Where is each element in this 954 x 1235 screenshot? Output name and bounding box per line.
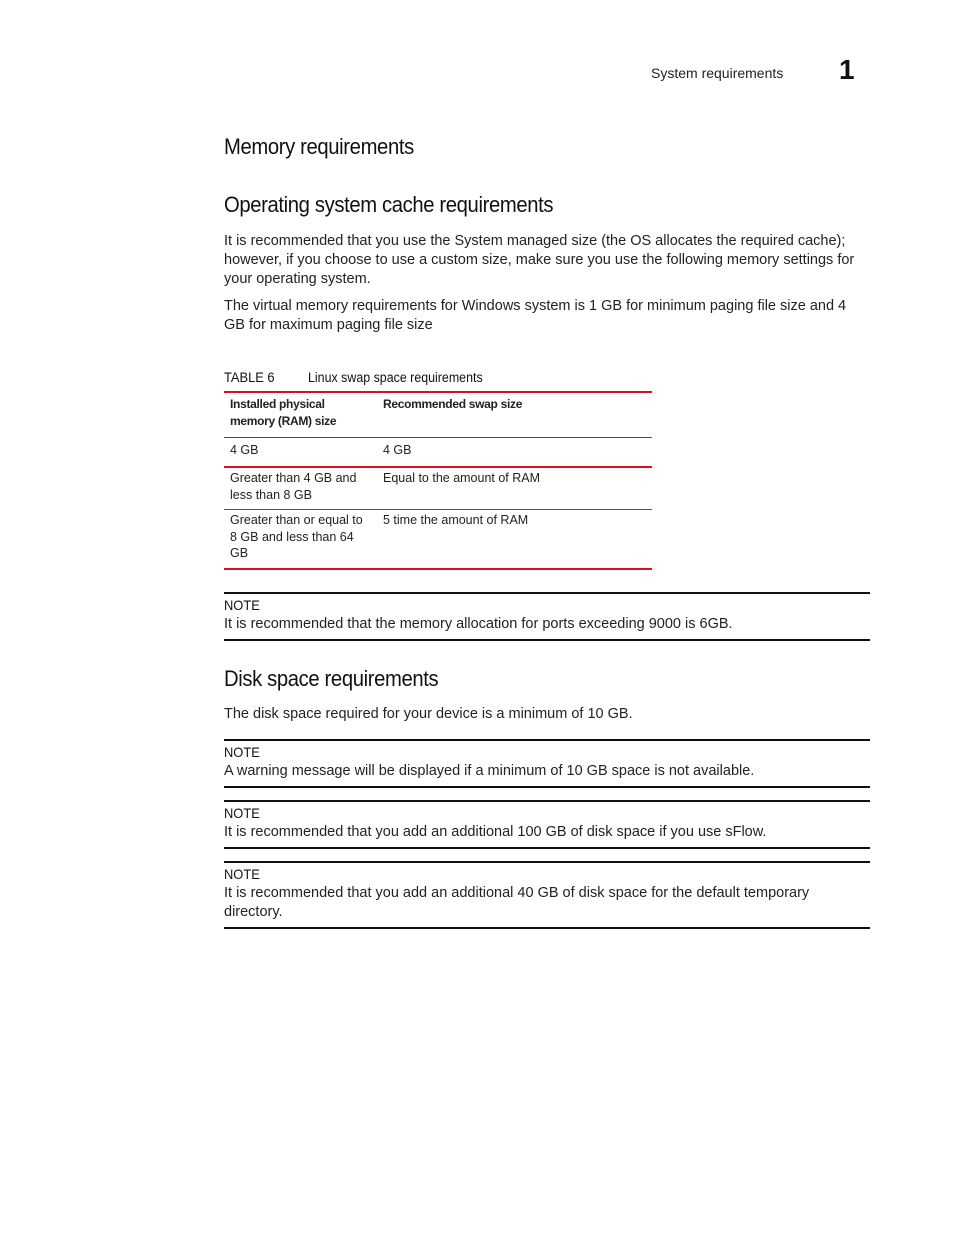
- table-row: [224, 467, 652, 510]
- table-header-ram-size: Installed physical memory (RAM) size: [230, 397, 337, 428]
- table-header-row: [224, 392, 652, 438]
- table-caption: [224, 369, 498, 385]
- note-sflow-disk-space: [224, 800, 870, 849]
- chapter-number: 1: [839, 54, 855, 85]
- running-header-title: System requirements: [651, 65, 784, 81]
- disk-space-paragraph: The disk space required for your device is a minimum of 10 GB.: [224, 706, 633, 722]
- heading-os-cache-requirements: Operating system cache requirements: [224, 192, 554, 217]
- table-cell: 4 GB: [230, 443, 259, 457]
- note-text: It is recommended that you add an additional 40 GB of disk space for the default temporary directory.: [224, 885, 810, 920]
- heading-memory-requirements: Memory requirements: [224, 134, 414, 159]
- note-memory-allocation: [224, 592, 870, 641]
- os-cache-paragraph-2: The virtual memory requirements for Windows system is 1 GB for minimum paging file size and 4 GB for maximum paging file size: [224, 298, 847, 333]
- swap-space-table: [224, 391, 652, 570]
- table-cell: 4 GB: [383, 443, 412, 457]
- note-warning-message: [224, 739, 870, 788]
- note-text: It is recommended that the memory allocation for ports exceeding 9000 is 6GB.: [224, 616, 733, 632]
- note-text: It is recommended that you add an additional 100 GB of disk space if you use sFlow.: [224, 824, 767, 840]
- table-cell: Equal to the amount of RAM: [383, 471, 541, 485]
- page-header: [0, 54, 954, 88]
- heading-disk-space-requirements: Disk space requirements: [224, 666, 439, 691]
- note-label: NOTE: [224, 805, 260, 821]
- note-label: NOTE: [224, 597, 260, 613]
- note-label: NOTE: [224, 866, 260, 882]
- table-title: Linux swap space requirements: [308, 370, 483, 385]
- table-row: [224, 438, 652, 468]
- table-cell: Greater than or equal to 8 GB and less than 64 GB: [230, 513, 363, 560]
- note-text: A warning message will be displayed if a minimum of 10 GB space is not available.: [224, 763, 755, 779]
- table-header-swap-size: Recommended swap size: [383, 397, 523, 411]
- table-row: [224, 510, 652, 569]
- table-cell: Greater than 4 GB and less than 8 GB: [230, 471, 357, 502]
- table-cell: 5 time the amount of RAM: [383, 513, 529, 527]
- os-cache-paragraph-1: It is recommended that you use the System managed size (the OS allocates the required cache); however, if you choose to use a custom size, make sure you use the following memory settings for your operating system.: [224, 233, 855, 287]
- note-label: NOTE: [224, 744, 260, 760]
- note-temp-directory: [224, 861, 870, 929]
- table-number: TABLE 6: [224, 369, 275, 385]
